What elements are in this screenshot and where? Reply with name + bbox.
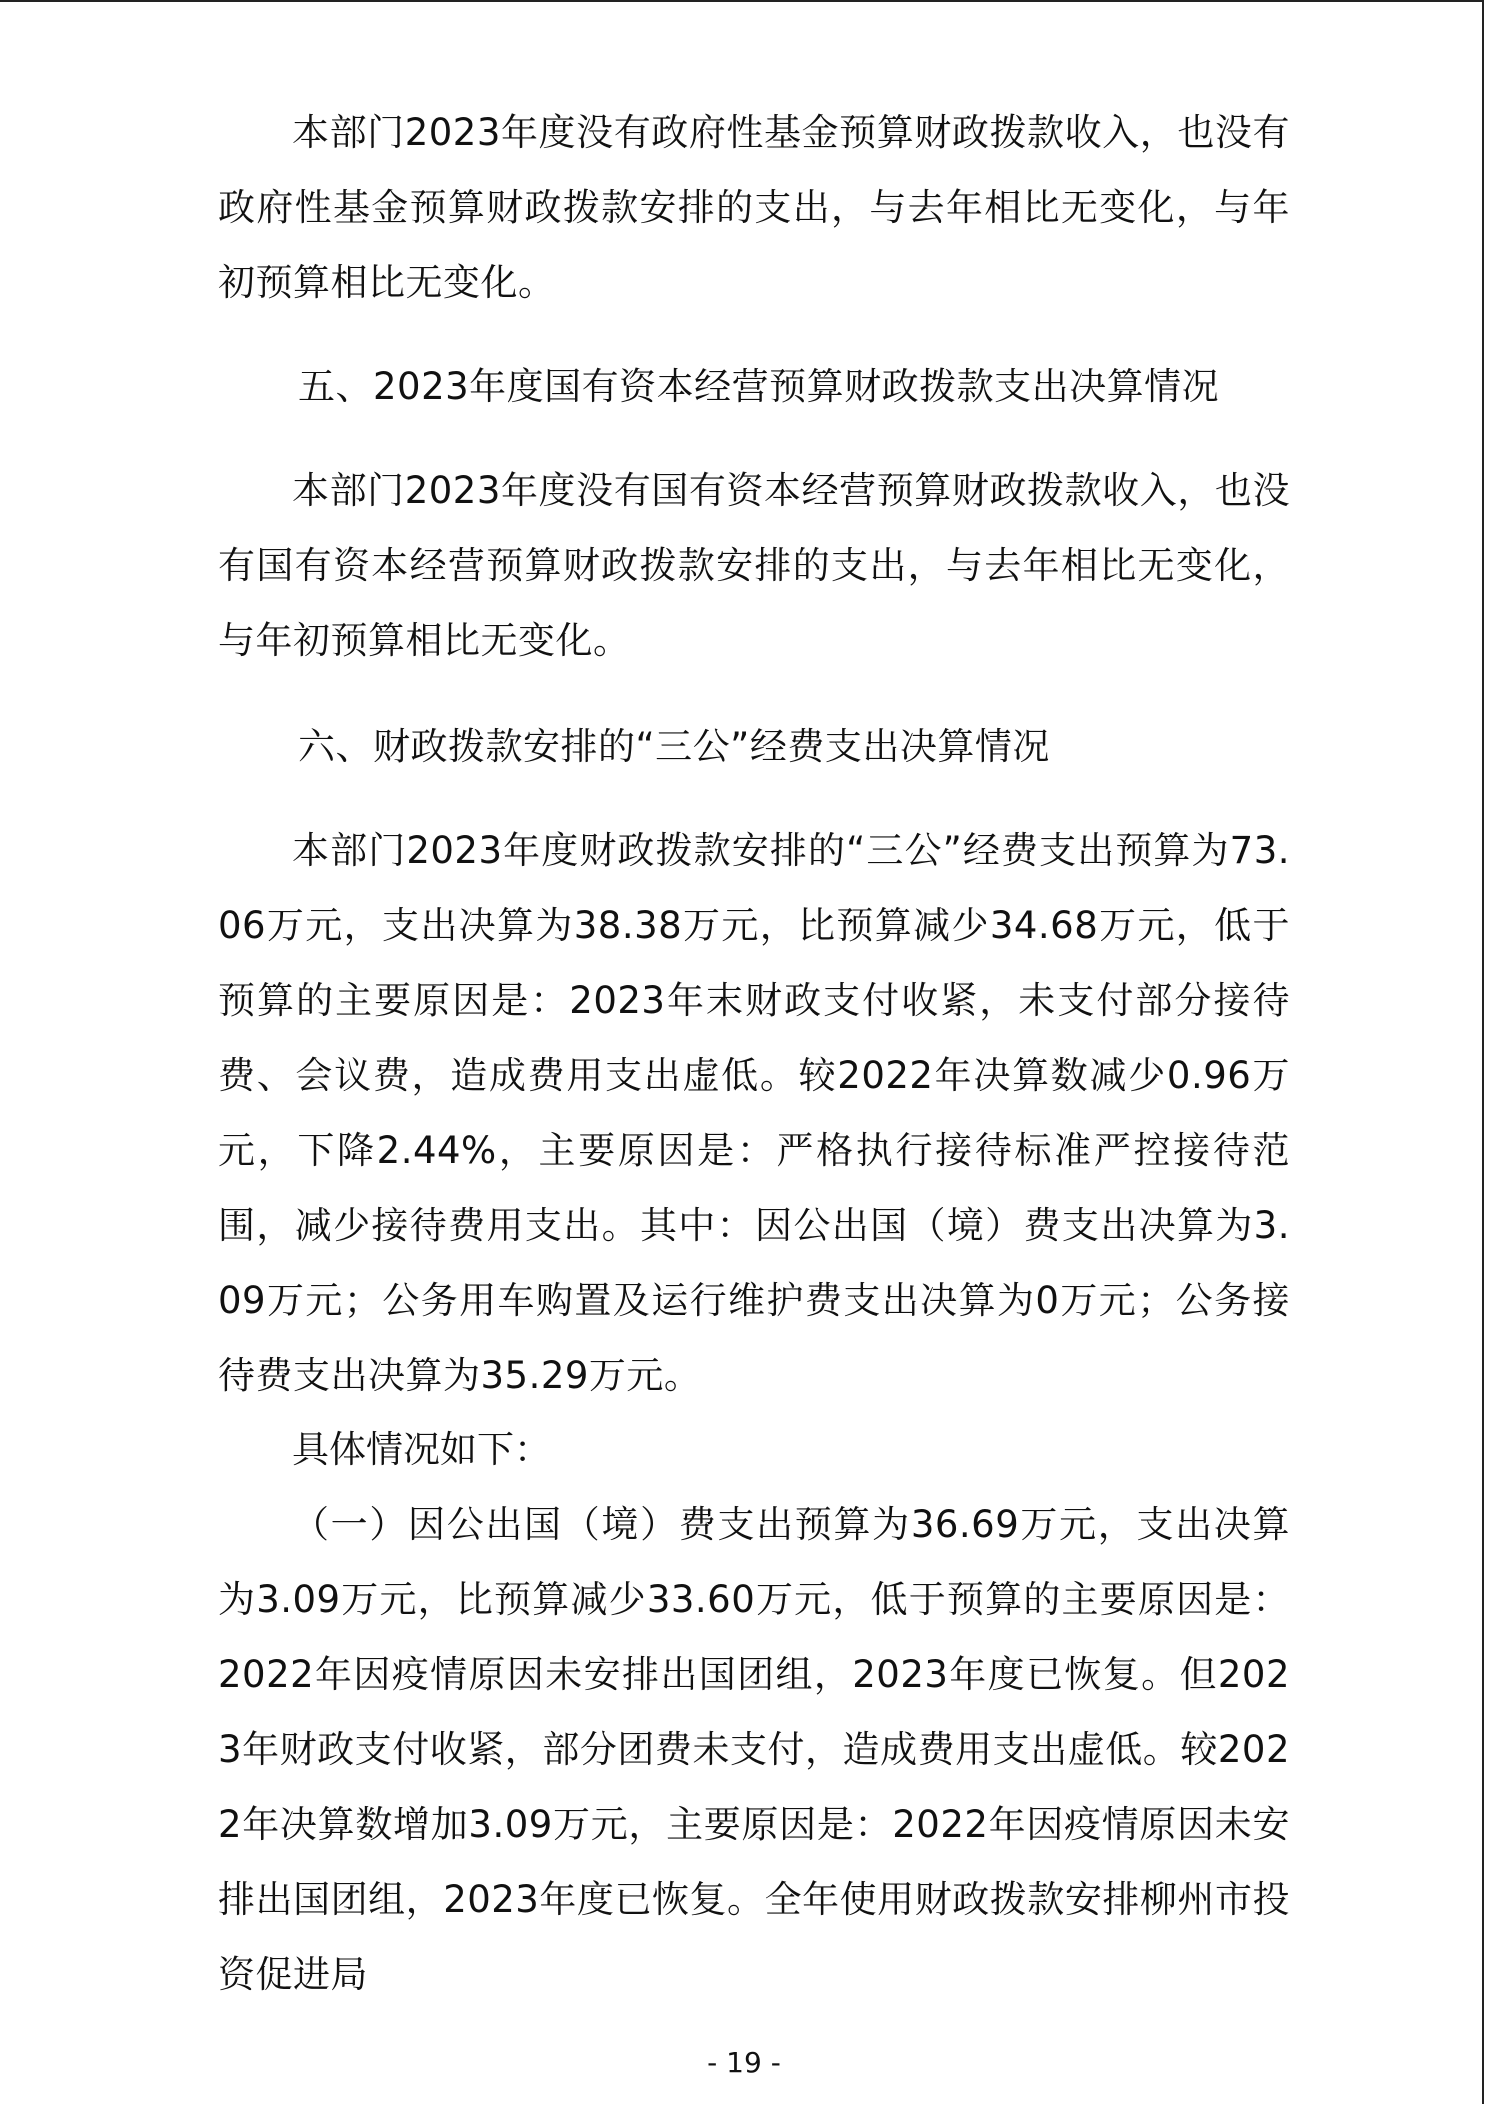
- document-body: [218, 95, 1290, 2012]
- page-number: - 19 -: [707, 2046, 781, 2079]
- section-heading-6: 六、财政拨款安排的“三公”经费支出决算情况: [298, 725, 1050, 768]
- paragraph-government-fund: 本部门2023年度没有政府性基金预算财政拨款收入，也没有政府性基金预算财政拨款安排的支出，与去年相比无变化，与年初预算相比无变化。: [218, 111, 1290, 304]
- paragraph-overseas-travel: （一）因公出国（境）费支出预算为36.69万元，支出决算为3.09万元，比预算减少33.60万元，低于预算的主要原因是：2022年因疫情原因未安排出国团组，2023年度已恢复。但2023年财政支付收紧，部分团费未支付，造成费用支出虚低。较2022年决算数增加3.09万元，主要原因是：2022年因疫情原因未安排出国团组，2023年度已恢复。全年使用财政拨款安排柳州市投资促进局: [218, 1503, 1290, 1996]
- paragraph-state-capital: 本部门2023年度没有国有资本经营预算财政拨款收入，也没有国有资本经营预算财政拨款安排的支出，与去年相比无变化，与年初预算相比无变化。: [218, 469, 1290, 662]
- paragraph-three-public-expenses: 本部门2023年度财政拨款安排的“三公”经费支出预算为73.06万元，支出决算为38.38万元，比预算减少34.68万元，低于预算的主要原因是：2023年末财政支付收紧，未支付部分接待费、会议费，造成费用支出虚低。较2022年决算数减少0.96万元，下降2.44%，主要原因是：严格执行接待标准严控接待范围，减少接待费用支出。其中：因公出国（境）费支出决算为3.09万元；公务用车购置及运行维护费支出决算为0万元；公务接待费支出决算为35.29万元。: [218, 829, 1290, 1397]
- section-heading-5: 五、2023年度国有资本经营预算财政拨款支出决算情况: [298, 365, 1220, 408]
- paragraph-details-intro: 具体情况如下：: [292, 1428, 551, 1471]
